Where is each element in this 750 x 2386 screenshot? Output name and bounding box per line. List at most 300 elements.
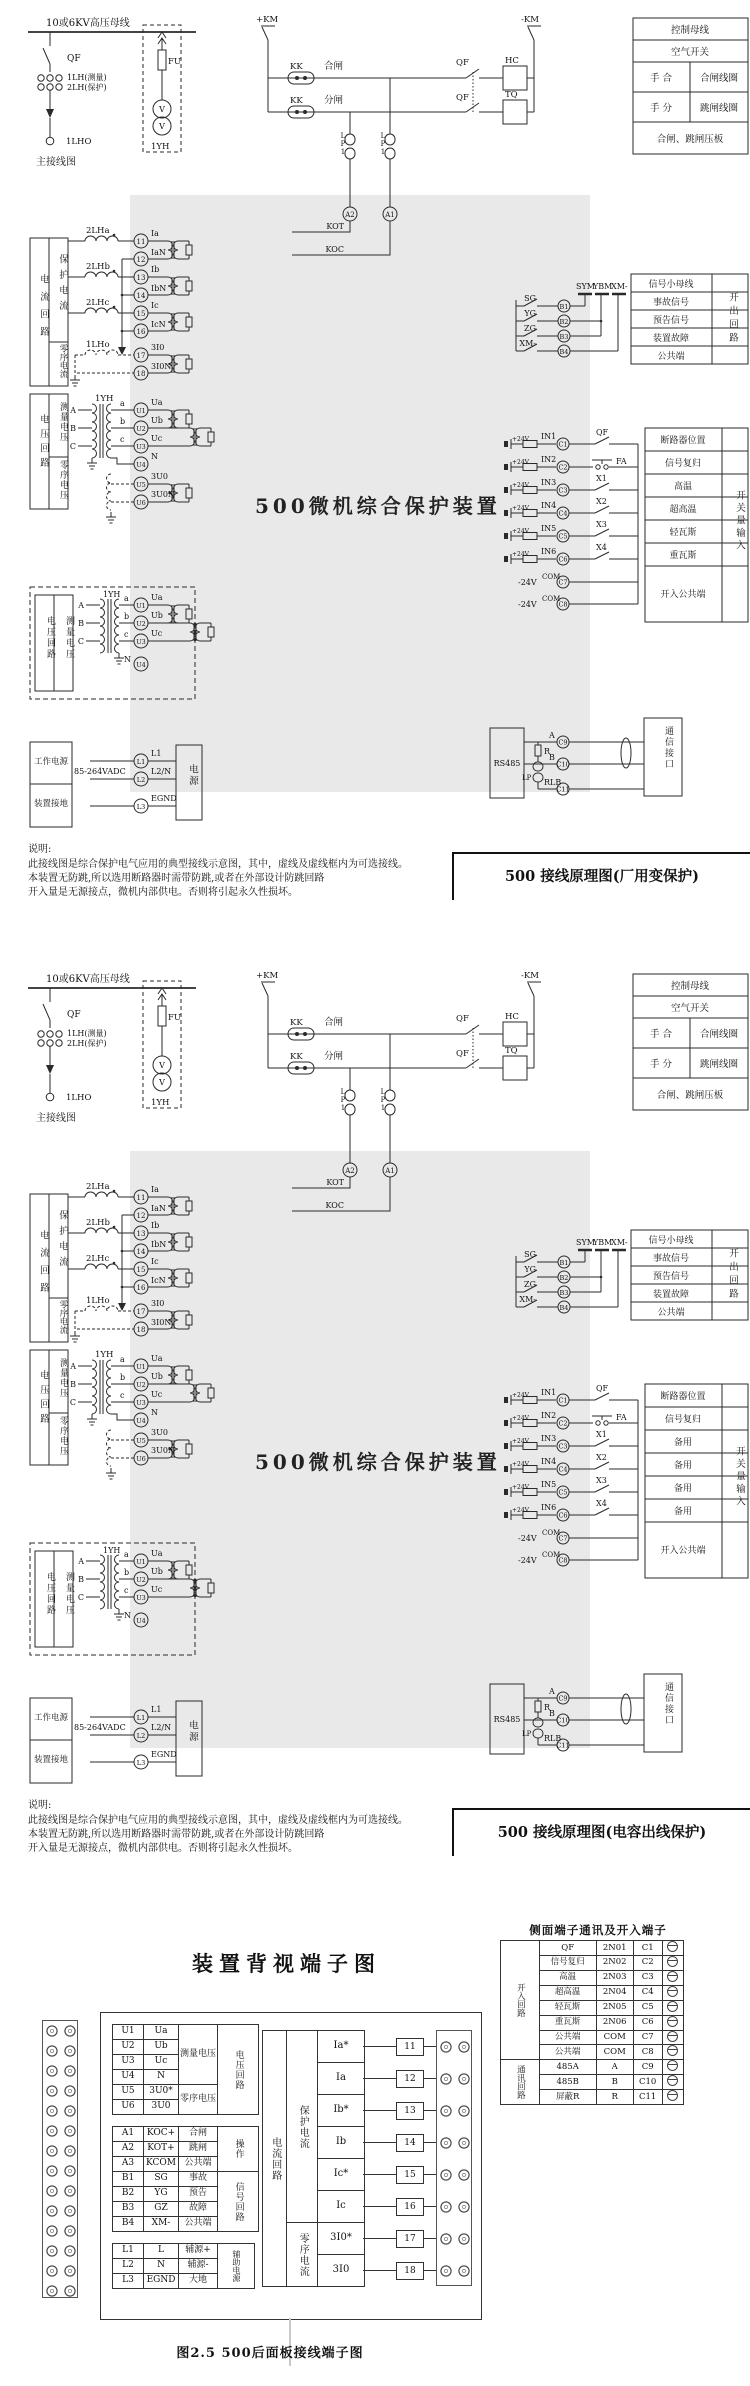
ct-measure-label: 1LH(测量) — [67, 73, 107, 82]
ct-coil-label: 2LHc — [86, 298, 110, 308]
terminal-number: C10 — [556, 1716, 570, 1725]
terminal-number: 11 — [136, 1194, 146, 1202]
cell: L — [144, 2244, 179, 2259]
signal-table-row: 公共端 — [657, 352, 685, 362]
ctl-table-row: 空气开关 — [670, 47, 710, 58]
connector-line — [363, 2238, 396, 2239]
table-row — [113, 2127, 259, 2142]
terminal-label: IaN — [151, 248, 166, 257]
cell — [662, 2015, 683, 2030]
terminal-label: Ib — [151, 1221, 160, 1230]
hv-bus-label: 10或6KV高压母线 — [46, 18, 130, 29]
input-table-row: 断路器位置 — [660, 1392, 706, 1402]
terminal-label: Ua — [151, 398, 163, 407]
terminal-number: C7 — [558, 578, 568, 587]
ct-measure-label: 1LH(测量) — [67, 1029, 107, 1038]
connector-line — [424, 2078, 436, 2079]
contact-label: X2 — [596, 1453, 607, 1462]
terminal-number-box: 11 — [396, 2038, 424, 2056]
connector-line — [363, 2270, 396, 2271]
terminal-number: 17 — [136, 352, 146, 360]
terminal-number-box: 13 — [396, 2102, 424, 2120]
cell: 3U0 — [144, 2100, 179, 2115]
cell: A1 — [113, 2127, 144, 2142]
terminal-label: 3I0N — [151, 1318, 172, 1327]
terminal-number-box: 16 — [396, 2198, 424, 2216]
cell: C3 — [633, 1970, 662, 1985]
terminal-label: L1 — [151, 749, 162, 758]
protection-current-label: 保护电流 — [57, 254, 68, 316]
terminal-number: C8 — [558, 1556, 568, 1565]
lp1-link-label: LP1 — [339, 1088, 347, 1112]
terminal-number: B3 — [559, 1289, 569, 1297]
cell: 预告 — [179, 2187, 218, 2202]
cell: C1 — [633, 1941, 662, 1956]
plus24-label: +24V — [512, 436, 529, 443]
notes-line: 此接线图是综合保护电气应用的典型接线示意图，其中，虚线及虚线框内为可选接线。 — [28, 1815, 408, 1826]
terminal-number: U1 — [136, 1558, 146, 1566]
table-row — [501, 1941, 684, 1956]
current-loop-group-label: 电流回路 — [38, 274, 49, 344]
cell — [662, 1955, 683, 1970]
terminal-label: 3U0 — [151, 472, 168, 481]
cell: R — [596, 2090, 633, 2105]
input-name: IN3 — [541, 1434, 557, 1443]
terminal-label: IcN — [151, 1276, 166, 1285]
comm-a-label: A — [549, 1687, 555, 1696]
cell — [662, 1985, 683, 2000]
cell: Ia — [318, 2063, 365, 2095]
cell: C5 — [633, 2000, 662, 2015]
cell: C8 — [633, 2045, 662, 2060]
signal-contact-label: XM- — [519, 1295, 536, 1304]
terminal-label: Ic — [151, 1257, 159, 1266]
kk-label: KK — [290, 1052, 303, 1062]
connector-line — [363, 2046, 396, 2047]
terminal-number: C3 — [558, 486, 568, 495]
input-name: IN6 — [541, 547, 557, 556]
input-table-row: 开入公共端 — [660, 590, 706, 600]
cell: U5 — [113, 2085, 144, 2100]
zero-seq-current-label: 零序电流 — [58, 344, 68, 378]
main-wiring-diagram — [28, 981, 196, 1108]
comm-rlb-label: RLB — [544, 778, 562, 787]
cell: 公共端 — [539, 2030, 596, 2045]
sec-phase-label: a — [124, 1550, 129, 1559]
cell: 保护电流 — [287, 2031, 318, 2223]
schematic-wiring — [0, 968, 750, 1858]
ctl-table-row: 合闸、跳闸压板 — [656, 1090, 724, 1101]
cell: Ib* — [318, 2095, 365, 2127]
plus24-label: +24V — [512, 1461, 529, 1468]
terminal-number: U4 — [136, 461, 146, 469]
vt-winding-letter: V — [159, 1078, 165, 1087]
phase-label: C — [77, 637, 84, 646]
opt-voltage-loop-label: 电压回路 — [45, 616, 55, 660]
main-labels — [36, 16, 181, 168]
main-labels — [36, 972, 181, 1124]
lp1-link-label: LP1 — [379, 132, 387, 156]
terminal-number: C2 — [558, 1419, 568, 1428]
open-label: 分闸 — [324, 95, 344, 106]
voltage-loop-group-label: 电压回路 — [38, 414, 49, 472]
ctl-table-cell: 手 分 — [649, 1059, 673, 1070]
terminal-screw-icon — [667, 2031, 678, 2042]
terminal-label: Ua — [151, 1549, 163, 1558]
drawing-title: 500 接线原理图(电容出线保护) — [452, 1808, 750, 1856]
input-name: IN2 — [541, 1411, 557, 1420]
output-loop-side-label: 开出回路 — [727, 1248, 738, 1302]
terminal-number: U5 — [136, 1437, 146, 1445]
supply-range-label: 85-264VADC — [74, 767, 126, 776]
cell: C9 — [633, 2060, 662, 2075]
close-coil-label: HC — [505, 1012, 519, 1022]
terminal-number: C11 — [556, 1741, 570, 1750]
terminal-label: L1 — [151, 1705, 162, 1714]
km-minus-label: -KM — [521, 971, 539, 981]
sec-phase-label: b — [124, 612, 130, 621]
ctl-table-row: 控制母线 — [670, 25, 710, 36]
cell: 辅助电源 — [218, 2244, 255, 2289]
notes-heading: 说明: — [28, 1800, 52, 1811]
terminal-number: U4 — [136, 1417, 146, 1425]
terminal-screw-icon — [667, 1941, 678, 1952]
cell — [662, 2060, 683, 2075]
contact-label: X3 — [596, 1476, 607, 1485]
phase-label: C — [69, 442, 76, 451]
cell: U1 — [113, 2025, 144, 2040]
cell: GZ — [144, 2202, 179, 2217]
com-label: COM — [542, 1529, 561, 1537]
cell: C11 — [633, 2090, 662, 2105]
cell: Ua — [144, 2025, 179, 2040]
cell: YG — [144, 2187, 179, 2202]
terminal-number: U1 — [136, 1363, 146, 1371]
plus24-label: +24V — [512, 1392, 529, 1399]
cell: 重瓦斯 — [539, 2015, 596, 2030]
terminal-number: C9 — [558, 1694, 568, 1703]
sec-phase-label: c — [124, 630, 129, 639]
kk-label: KK — [290, 62, 303, 72]
cell: N — [144, 2070, 179, 2085]
cell: 信号复归 — [539, 1955, 596, 1970]
comm-rlb-label: RLB — [544, 1734, 562, 1743]
terminal-number: C5 — [558, 1488, 568, 1497]
input-name: IN5 — [541, 1480, 557, 1489]
terminal-number: 11 — [136, 238, 146, 246]
device-ground-label: 装置接地 — [33, 1755, 68, 1765]
plus24-label: +24V — [512, 482, 529, 489]
cell: 2N05 — [596, 2000, 633, 2015]
side-terminal-title: 侧面端子通讯及开入端子 — [529, 1923, 667, 1937]
cell: B1 — [113, 2172, 144, 2187]
terminal-label: Uc — [151, 1585, 163, 1594]
cell: L3 — [113, 2274, 144, 2289]
ctl-table-cell: 跳闸线圈 — [699, 1059, 739, 1070]
zero-ct-label: 1LHO — [66, 1093, 92, 1103]
rs485-label: RS485 — [493, 759, 521, 768]
terminal-number: 16 — [136, 328, 146, 336]
cell: Ib — [318, 2127, 365, 2159]
zero-seq-voltage-label: 零序电压 — [58, 1416, 68, 1456]
terminal-label: Ia — [151, 1185, 159, 1194]
ct-coil-label: 2LHb — [86, 262, 110, 272]
terminal-number: L2 — [136, 776, 146, 784]
terminal-number: U4 — [136, 661, 146, 669]
cell: L1 — [113, 2244, 144, 2259]
ct-coil-label: 1LHo — [86, 340, 110, 350]
close-label: 合闸 — [324, 61, 344, 72]
terminal-number: 18 — [136, 1326, 146, 1334]
terminal-number: L1 — [136, 1714, 146, 1722]
protection-current-label: 保护电流 — [57, 1210, 68, 1272]
plus24-label: +24V — [512, 505, 529, 512]
phase-label: C — [77, 1593, 84, 1602]
connector-line — [363, 2206, 396, 2207]
cell: 轻瓦斯 — [539, 2000, 596, 2015]
ctl-table-row: 合闸、跳闸压板 — [656, 134, 724, 145]
connector-line — [424, 2238, 436, 2239]
terminal-number: B1 — [559, 1259, 569, 1267]
connector-line — [424, 2174, 436, 2175]
open-label: 分闸 — [324, 1051, 344, 1062]
connector-line — [424, 2142, 436, 2143]
terminal-number: U2 — [136, 425, 146, 433]
cell: KCOM — [144, 2157, 179, 2172]
terminal-number: L3 — [136, 1759, 146, 1767]
terminal-number: B3 — [559, 333, 569, 341]
terminal-screw-icon — [667, 2060, 678, 2071]
aux-power-terminal-table — [112, 2243, 255, 2289]
neutral-label: N — [124, 655, 131, 664]
phase-label: A — [70, 406, 76, 415]
connector-line — [363, 2142, 396, 2143]
phase-label: B — [70, 424, 76, 433]
contact-label: X4 — [596, 543, 607, 552]
cell: B — [596, 2075, 633, 2090]
signal-table-row: 装置故障 — [652, 334, 690, 344]
terminal-number-box: 14 — [396, 2134, 424, 2152]
connector-line — [363, 2110, 396, 2111]
phase-label: A — [78, 601, 84, 610]
voltage-terminal-table — [112, 2024, 259, 2115]
signal-bus-label: XM- — [611, 1238, 628, 1247]
cell: 测量电压 — [179, 2025, 218, 2085]
cell: 通讯回路 — [501, 2060, 540, 2105]
lp1-link-label: LP1 — [379, 1088, 387, 1112]
com-label: COM — [542, 595, 561, 603]
cell — [662, 2045, 683, 2060]
ct-coil-label: 1LHo — [86, 1296, 110, 1306]
terminal-number: 17 — [136, 1308, 146, 1316]
terminal-number: U3 — [136, 1594, 146, 1602]
terminal-label: L2/N — [151, 767, 172, 776]
ct-protect-label: 2LH(保护) — [67, 83, 107, 92]
plus24-label: +24V — [512, 1507, 529, 1514]
vt-label: 1YH — [103, 590, 121, 599]
signal-table-row: 装置故障 — [652, 1290, 690, 1300]
sec-phase-label: a — [124, 594, 129, 603]
minus24-label: -24V — [518, 1534, 537, 1543]
terminal-number: 13 — [136, 1230, 146, 1238]
terminal-number: 15 — [136, 1266, 146, 1274]
cell: 大地 — [179, 2274, 218, 2289]
cell: 电压回路 — [218, 2025, 259, 2115]
terminal-number: C2 — [558, 463, 568, 472]
km-plus-label: +KM — [256, 15, 279, 25]
ctl-table-row: 空气开关 — [670, 1003, 710, 1014]
drawing-title: 500 接线原理图(厂用变保护) — [452, 852, 750, 900]
terminal-number: U6 — [136, 1455, 146, 1463]
cell: 零序电流 — [287, 2223, 318, 2287]
terminal-screw-icon — [667, 2016, 678, 2027]
terminal-number: C5 — [558, 532, 568, 541]
signal-table-row: 信号小母线 — [648, 1236, 694, 1246]
measure-voltage-label: 测量电压 — [58, 402, 68, 442]
phase-label: B — [78, 1575, 84, 1584]
terminal-strip-right — [436, 2030, 472, 2286]
vt-label: 1YH — [95, 394, 114, 404]
terminal-number: U1 — [136, 602, 146, 610]
sec-phase-label: a — [120, 1355, 125, 1364]
cell: SG — [144, 2172, 179, 2187]
fuse-label: FU — [168, 1013, 182, 1023]
cell: 屏蔽R — [539, 2090, 596, 2105]
phase-label: A — [78, 1557, 84, 1566]
ct-coil-label: 2LHa — [86, 226, 110, 236]
cell: Ub — [144, 2040, 179, 2055]
close-label: 合闸 — [324, 1017, 344, 1028]
terminal-screw-icon — [667, 1956, 678, 1967]
cell: QF — [539, 1941, 596, 1956]
qf-aux-label: QF — [456, 58, 469, 68]
notes-line: 开入量是无源接点，微机内部供电。否则将引起永久性损坏。 — [28, 1843, 298, 1854]
terminal-a2: A2 — [345, 1167, 355, 1175]
kk-label: KK — [290, 1018, 303, 1028]
sec-phase-label: b — [120, 417, 126, 426]
terminal-label: 3U0N — [151, 1446, 175, 1455]
cell: 485A — [539, 2060, 596, 2075]
terminal-number: B4 — [559, 1304, 569, 1312]
binary-input-side-label: 开关量输入 — [734, 1446, 745, 1509]
supply-range-label: 85-264VADC — [74, 1723, 126, 1732]
input-name: IN3 — [541, 478, 557, 487]
km-plus-label: +KM — [256, 971, 279, 981]
cell: KOC+ — [144, 2127, 179, 2142]
sec-phase-label: c — [124, 1586, 129, 1595]
terminal-label: N — [151, 452, 158, 461]
notes-line: 此接线图是综合保护电气应用的典型接线示意图，其中，虚线及虚线框内为可选接线。 — [28, 859, 408, 870]
terminal-number: B4 — [559, 348, 569, 356]
terminal-number: C11 — [556, 785, 570, 794]
schematic-wiring — [0, 12, 750, 902]
kot-label: KOT — [326, 1178, 344, 1187]
ctl-table-cell: 手 合 — [649, 73, 673, 84]
terminal-number: C1 — [558, 1396, 568, 1405]
terminal-number: U3 — [136, 638, 146, 646]
table-row — [263, 2031, 365, 2063]
trip-coil-label: TQ — [505, 1046, 518, 1056]
connector-line — [424, 2270, 436, 2271]
signal-table-row: 信号小母线 — [648, 280, 694, 290]
input-table-row: 高温 — [673, 482, 693, 492]
terminal-number: L1 — [136, 758, 146, 766]
terminal-screw-icon — [667, 2075, 678, 2086]
cell: 3I0 — [318, 2255, 365, 2287]
cell: B3 — [113, 2202, 144, 2217]
terminal-number: 14 — [136, 292, 146, 300]
terminal-number: B2 — [559, 1274, 569, 1282]
cell: 合闸 — [179, 2127, 218, 2142]
signal-table-row: 事故信号 — [652, 1254, 690, 1264]
cell: U4 — [113, 2070, 144, 2085]
cell: 事故 — [179, 2172, 218, 2187]
vt-winding-letter: V — [159, 1061, 165, 1070]
cell: 辅源- — [179, 2259, 218, 2274]
terminal-number: C6 — [558, 555, 568, 564]
phase-label: B — [78, 619, 84, 628]
power-supply-wiring — [30, 742, 202, 827]
cell: 超高温 — [539, 1985, 596, 2000]
cell: 2N01 — [596, 1941, 633, 1956]
plus24-label: +24V — [512, 1438, 529, 1445]
notes-heading: 说明: — [28, 844, 52, 855]
cell — [662, 2000, 683, 2015]
current-loop-group-label: 电流回路 — [38, 1230, 49, 1300]
current-terminal-table — [262, 2030, 365, 2287]
vt-label: 1YH — [151, 142, 170, 152]
cell: U2 — [113, 2040, 144, 2055]
table-row — [113, 2244, 255, 2259]
com-label: COM — [542, 573, 561, 581]
sec-phase-label: b — [124, 1568, 130, 1577]
cell: EGND — [144, 2274, 179, 2289]
terminal-screw-icon — [667, 2090, 678, 2101]
cell: L2 — [113, 2259, 144, 2274]
terminal-label: Uc — [151, 1390, 163, 1399]
operate-signal-terminal-table — [112, 2126, 259, 2232]
signal-contact-label: SG — [524, 294, 536, 303]
terminal-number: C1 — [558, 440, 568, 449]
breaker-label: QF — [67, 54, 81, 64]
connector-line — [424, 2110, 436, 2111]
main-wiring-diagram — [28, 25, 196, 152]
signal-table-row: 预告信号 — [652, 1272, 690, 1282]
cell: COM — [596, 2045, 633, 2060]
cell — [662, 1970, 683, 1985]
signal-contact-label: SG — [524, 1250, 536, 1259]
terminal-label: Ic — [151, 301, 159, 310]
input-name: IN4 — [541, 1457, 557, 1466]
cell: 485B — [539, 2075, 596, 2090]
signal-contact-label: ZG — [524, 324, 536, 333]
terminal-screw-icon — [667, 1986, 678, 1997]
cell: Uc — [144, 2055, 179, 2070]
terminal-number: L2 — [136, 1732, 146, 1740]
koc-label: KOC — [325, 1201, 344, 1210]
terminal-number-box: 15 — [396, 2166, 424, 2184]
wiring-schematic-plant-transformer — [0, 12, 750, 902]
terminal-label: Uc — [151, 434, 163, 443]
cell: 2N04 — [596, 1985, 633, 2000]
cell: A — [596, 2060, 633, 2075]
terminal-number: U2 — [136, 1381, 146, 1389]
cell: Ic — [318, 2191, 365, 2223]
input-table-row: 备用 — [673, 1507, 693, 1517]
terminal-strip-left — [42, 2020, 78, 2298]
cell: C7 — [633, 2030, 662, 2045]
km-minus-label: -KM — [521, 15, 539, 25]
